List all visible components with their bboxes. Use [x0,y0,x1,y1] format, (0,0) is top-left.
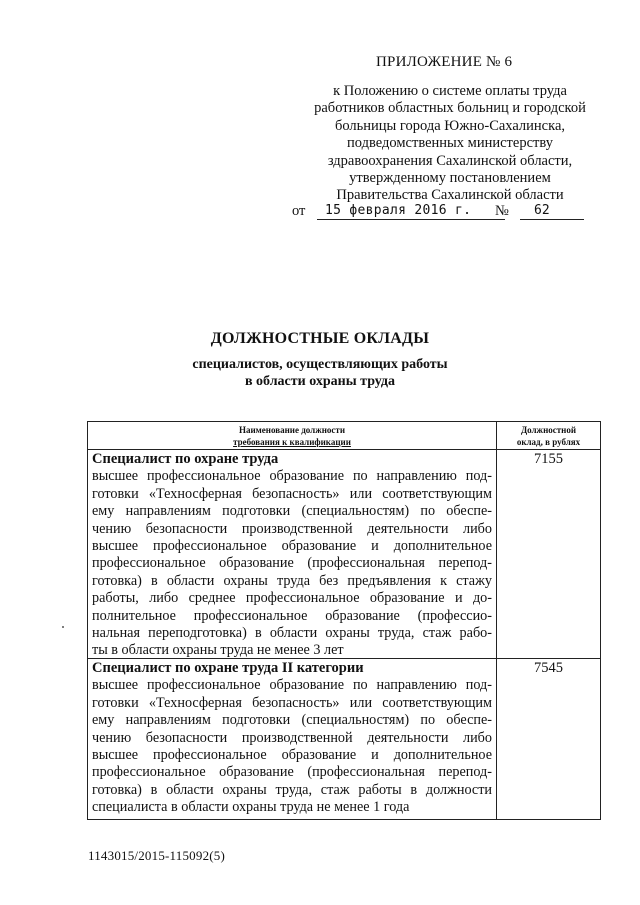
appendix-reference [300,83,600,205]
requirement-line: готовка) в области охраны труда без предъявления к стажу [92,572,492,589]
salary-value: 7545 [534,660,563,676]
column-divider [496,422,497,819]
requirement-line: высшее профессиональное образование и дополнительное [92,538,492,555]
column-header-line: оклад, в рублях [516,437,581,447]
appendix-line: утвержденному постановлением [349,170,551,187]
position-title: Специалист по охране труда II категории [92,660,364,676]
decree-number-field [520,203,584,220]
appendix-line: Правительства Сахалинской области [336,187,564,204]
requirement-line: готовки «Техносферная безопасность» или соответствующим [92,485,492,502]
decree-number: 62 [534,203,550,218]
appendix-line: к Положению о системе оплаты труда [333,83,567,99]
requirement-line: работы, либо среднее профессиональное образование и до- [92,590,492,607]
decree-date-field [317,203,505,220]
requirement-line: полнительное профессиональное образование (профессио- [92,607,492,624]
decree-prefix: от [292,203,306,219]
salary-value: 7155 [534,451,563,467]
column-header-name [88,424,496,448]
column-header-line: Наименование должности [238,425,346,435]
requirement-line: готовка) в области охраны труда, стаж работы в должности [92,781,492,798]
requirement-line: профессиональное образование (профессиональная перепод- [92,555,492,572]
document-title: ДОЛЖНОСТНЫЕ ОКЛАДЫ [210,330,430,347]
requirement-line: готовки «Техносферная безопасность» или соответствующим [92,694,492,711]
column-header-line: Должностной [520,425,577,435]
document-subtitle [0,356,640,390]
position-title: Специалист по охране труда [92,451,279,467]
requirement-line: высшее профессиональное образование по направлению под- [92,677,492,694]
decree-date: 15 февраля 2016 г. [325,203,472,218]
column-header-line: требования к квалификации [233,437,351,447]
column-header-salary [497,424,600,448]
appendix-title: ПРИЛОЖЕНИЕ № 6 [376,54,513,70]
requirement-line: ему направлениям подготовки (специальностям) по обеспе- [92,712,492,729]
salary-table [87,421,601,820]
subtitle-line: специалистов, осуществляющих работы [192,357,448,372]
appendix-line: подведомственных министерству [347,135,553,152]
table-row-position [92,660,492,817]
appendix-line: больницы города Южно-Сахалинска, [334,117,566,134]
requirement-line: чению безопасности производственной деятельности либо [92,520,492,537]
decree-reference [292,203,592,223]
table-row-position [92,451,492,660]
requirement-line: ты в области охраны труда не менее 3 лет [92,642,344,659]
appendix-line: работников областных больниц и городской [314,100,586,117]
requirement-line: высшее профессиональное образование и дополнительное [92,747,492,764]
header-row-divider [88,449,600,450]
requirement-line: нальная переподготовка) в области охраны труда, стаж рабо- [92,625,492,642]
appendix-line: здравоохранения Сахалинской области, [327,152,573,169]
requirement-line: чению безопасности производственной деятельности либо [92,729,492,746]
document-code: 1143015/2015-115092(5) [88,848,226,863]
subtitle-line: в области охраны труда [244,374,395,389]
decree-number-label: № [495,203,509,219]
scan-speck [62,626,64,628]
requirement-line: ему направлениям подготовки (специальностям) по обеспе- [92,503,492,520]
requirement-line: высшее профессиональное образование по направлению под- [92,468,492,485]
requirement-line: профессиональное образование (профессиональная перепод- [92,764,492,781]
requirement-line: специалиста в области охраны труда не менее 1 года [92,799,410,816]
